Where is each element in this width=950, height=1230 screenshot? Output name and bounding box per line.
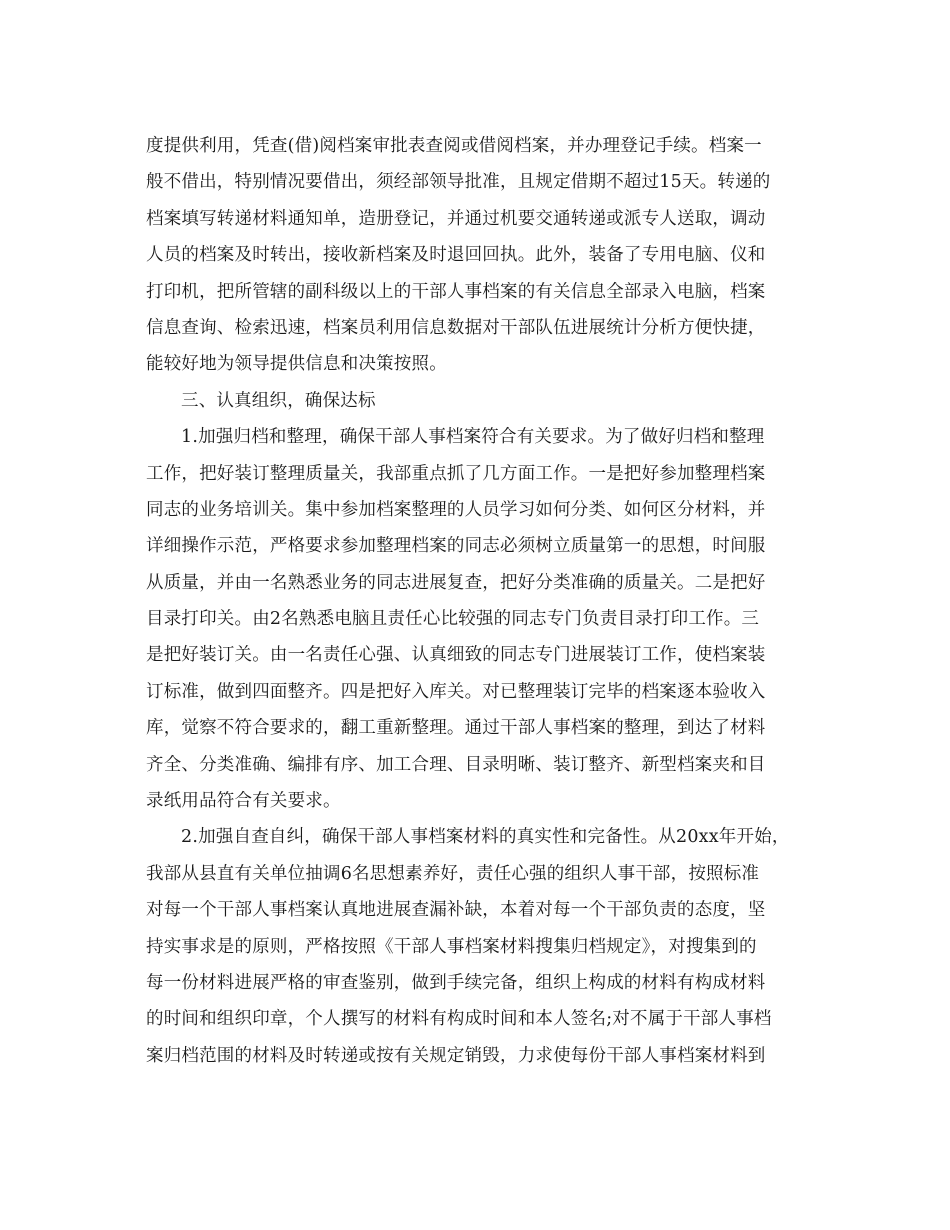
text-line: 度提供利用，凭查(借)阅档案审批表查阅或借阅档案，并办理登记手续。档案一	[146, 136, 762, 156]
text-line: 从质量，并由一名熟悉业务的同志进展复查，把好分类准确的质量关。二是把好	[146, 572, 766, 593]
text-line: 般不借出，特别情况要借出，须经部领导批准，且规定借期不超过15天。转递的	[146, 172, 771, 193]
text-line: 持实事求是的原则，严格按照《干部人事档案材料搜集归档规定》，对搜集到的	[146, 936, 757, 957]
text-line: 人员的档案及时转出，接收新档案及时退回回执。此外，装备了专用电脑、仪和	[146, 245, 766, 266]
text-line: 工作，把好装订整理质量关，我部重点抓了几方面工作。一是把好参加整理档案	[146, 463, 766, 484]
text-line: 打印机，把所管辖的副科级以上的干部人事档案的有关信息全部录入电脑，档案	[146, 281, 766, 302]
text-line: 的时间和组织印章，个人撰写的材料有构成时间和本人签名;对不属于干部人事档	[146, 1009, 772, 1030]
text-line: 库，觉察不符合要求的，翻工重新整理。通过干部人事档案的整理，到达了材料	[146, 718, 766, 739]
text-line: 详细操作示范，严格要求参加整理档案的同志必须树立质量第一的思想，时间服	[146, 536, 766, 557]
text-line: 信息查询、检索迅速，档案员利用信息数据对干部队伍进展统计分析方便快捷，	[146, 317, 766, 338]
text-line: 同志的业务培训关。集中参加档案整理的人员学习如何分类、如何区分材料，并	[146, 499, 766, 520]
text-line: 对每一个干部人事档案认真地进展查漏补缺，本着对每一个干部负责的态度，坚	[146, 900, 766, 921]
text-line: 是把好装订关。由一名责任心强、认真细致的同志专门进展装订工作，使档案装	[146, 645, 766, 666]
document-body	[146, 128, 826, 1074]
text-line: 目录打印关。由2名熟悉电脑且责任心比较强的同志专门负责目录打印工作。三	[146, 609, 760, 630]
text-line: 录纸用品符合有关要求。	[146, 791, 341, 812]
text-line: 1.加强归档和整理，确保干部人事档案符合有关要求。为了做好归档和整理	[181, 427, 765, 448]
text-line: 订标准，做到四面整齐。四是把好入库关。对已整理装订完毕的档案逐本验收入	[146, 681, 766, 702]
text-line: 我部从县直有关单位抽调6名思想素养好，责任心强的组织人事干部，按照标准	[146, 863, 760, 884]
text-line: 2.加强自查自纠，确保干部人事档案材料的真实性和完备性。从20xx年开始，	[181, 827, 790, 848]
text-line: 齐全、分类准确、编排有序、加工合理、目录明晰、装订整齐、新型档案夹和目	[146, 754, 766, 775]
text-line: 每一份材料进展严格的审查鉴别，做到手续完备，组织上构成的材料有构成材料	[146, 972, 766, 993]
text-line: 能较好地为领导提供信息和决策按照。	[146, 354, 447, 375]
text-line: 案归档范围的材料及时转递或按有关规定销毁，力求使每份干部人事档案材料到	[146, 1045, 766, 1066]
text-line: 三、认真组织，确保达标	[181, 390, 376, 411]
text-line: 档案填写转递材料通知单，造册登记，并通过机要交通转递或派专人送取，调动	[146, 208, 766, 229]
